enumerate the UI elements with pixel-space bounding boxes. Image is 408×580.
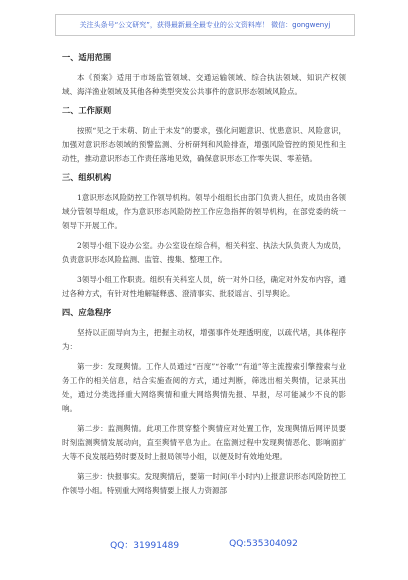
document-body: [62, 48, 346, 500]
paragraph: 按照“见之于未萌、防止于未发”的要求，强化问题意识、忧患意识、风险意识，加强对意识形态领域的预警监测、分析研判和风险排查，增强风险管控的预见性和主动性，推动意识形态工作责任落地见效，确保意识形态工作零失误、零差错。: [62, 126, 346, 163]
top-banner: 关注头条号“公文研究”，获得最新最全最专业的公文资料库！ 微信：gongwenyj: [55, 14, 355, 36]
paragraph: 坚持以正面导向为主，把握主动权，增强事件处理透明度，以疏代堵，具体程序为：: [62, 328, 346, 351]
paragraph: 第二步：监测舆情。此项工作贯穿整个舆情应对处置工作，发现舆情后网评员要时刻监测舆情发展动向，直至舆情平息为止。在监测过程中发现舆情恶化、影响面扩大等不良发展趋势时要及时上报局领导小组，以便及时有效地处理。: [62, 424, 346, 461]
section-heading: 三、组织机构: [62, 172, 112, 182]
paragraph: 第三步：快报事实。发现舆情后，要第一时间(半小时内)上报意识形态风险防控工作领导小组。特别重大网络舆情要上报人力资源部: [62, 472, 346, 495]
section-heading: 四、应急程序: [62, 307, 112, 317]
footer-qq: QQ：31991489: [110, 540, 180, 551]
footer: [0, 534, 408, 554]
footer-qq-2: QQ:535304092: [229, 539, 298, 549]
section-heading: 一、适用范围: [62, 52, 112, 62]
paragraph: 2领导小组下设办公室。办公室设在综合科，相关科室、执法大队负责人为成员，负责意识形态风险监测、监管、搜集、整理工作。: [62, 241, 346, 264]
section-heading: 二、工作原则: [62, 105, 112, 115]
paragraph: 3领导小组工作职责。组织有关科室人员，统一对外口径，确定对外发布内容，通过各种方式，有针对性地解疑释惑、澄清事实、批驳谣言、引导舆论。: [62, 275, 346, 298]
paragraph: 1意识形态风险防控工作领导机构。领导小组组长由部门负责人担任，成员由各领域分管领导组成，作为意识形态风险防控工作应急指挥的领导机构，在部党委的统一领导下开展工作。: [62, 193, 346, 230]
paragraph: 本《预案》适用于市场监管领域、交通运输领域、综合执法领域、知识产权领域、海洋渔业领域及其他各种类型突发公共事件的意识形态领域风险点。: [62, 73, 346, 96]
paragraph: 第一步：发现舆情。工作人员通过“百度”“谷歌”“有道”等主流搜索引擎搜索与业务工作的相关信息，结合实施查阅的方式，通过判断，筛选出相关舆情，记录其出处，通过分类选择重大网络舆情和重大网络舆情先报、早报，尽可能减少不良的影响。: [62, 362, 346, 413]
